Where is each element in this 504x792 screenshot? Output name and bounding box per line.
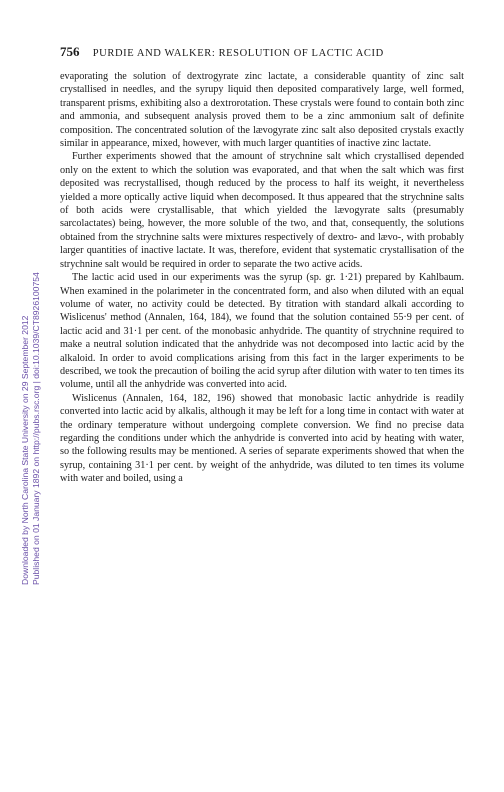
paragraph-1: evaporating the solution of dextrogyrate zinc lactate, a considerable quantity of zinc salt crystallised in needles, and the syrupy liquid then deposited comparatively large, well formed, transparent prisms, exhibiting also a dextrorotation. These crystals were found to contain both zinc and ammonia, and subsequent analysis proved them to be a zinc ammonium salt of definite composition. The concentrated solution of the lævogyrate zinc salt also deposited crystals exactly similar in appearance, mixed, however, with much larger quantities of inactive zinc lactate.: [60, 71, 464, 150]
paragraph-4: Wislicenus (Annalen, 164, 182, 196) showed that monobasic lactic anhydride is readily converted into lactic acid by alkalis, although it may be left for a long time in contact with water at the ordinary temperature without undergoing complete conversion. We find no precise data regarding the conditions under which the anhydride is converted into acid by heating with water, so the following results may be mentioned. A series of separate experiments showed that when the syrup, containing 31·1 per cent. by weight of the anhydride, was diluted to ten times its volume with water and boiled, using a: [60, 392, 464, 485]
running-header: [60, 44, 460, 60]
publication-doi-notice: Published on 01 January 1892 on http://pubs.rsc.org | doi:10.1039/CT8926100754: [31, 272, 41, 585]
paragraph-2: Further experiments showed that the amount of strychnine salt which crystallised depended only on the extent to which the solution was evaporated, and that when the salt which was first deposited was recrystallised, though reduced by the process to half its weight, it nevertheless yielded a more optically active liquid when decomposed. It thus appeared that the strychnine salts of both acids were crystallisable, that which yielded the lævogyrate salts (presumably sarcolactates) being, however, the more soluble of the two, and that, consequently, the solutions obtained from the strychnine salts were mixtures respectively of dextro- and lævo-, with probably larger quantities of inactive lactate. It was, therefore, evident that systematic crystallisation of the strychnine salt would be required in order to separate the two active acids.: [60, 151, 464, 270]
running-title: PURDIE AND WALKER: RESOLUTION OF LACTIC ACID: [92, 48, 384, 59]
article-body: [60, 70, 464, 486]
download-watermark: [20, 272, 42, 585]
paragraph-3: The lactic acid used in our experiments was the syrup (sp. gr. 1·21) prepared by Kahlbaum. When examined in the polarimeter in the concentrated form, and also when diluted with an equal volume of water, no activity could be detected. By titration with standard alkali according to Wislicenus' method (Annalen, 164, 184), we found that the solution contained 55·9 per cent. of lactic acid and 31·1 per cent. of the monobasic anhydride. The quantity of strychnine required to make a neutral solution indicated that the anhydride was not decomposed into lactic acid by the alkaloid. In order to avoid complications arising from this fact in the larger experiments to be described, we took the precaution of boiling the acid syrup after dilution with water to ten times its volume, until all the anhydride was converted into acid.: [60, 272, 464, 391]
download-notice: Downloaded by North Carolina State University on 29 September 2012: [20, 315, 30, 585]
page-number: 756: [60, 44, 80, 59]
